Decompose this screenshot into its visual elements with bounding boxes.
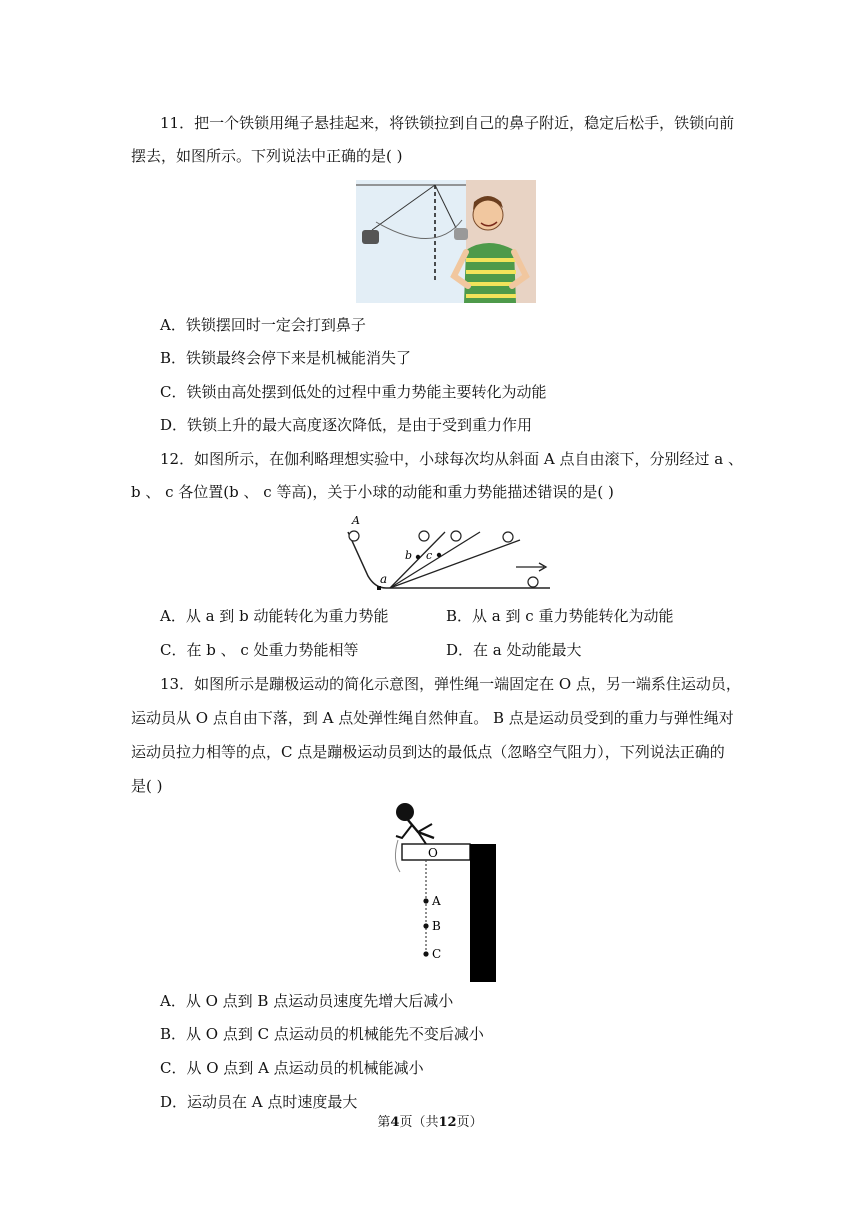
label-A: A [432,894,441,908]
q13-option-d: D．运动员在 A 点时速度最大 [160,1093,358,1111]
q13-stem-line4: 是( ) [131,777,163,795]
label-C: C [432,947,442,961]
label-c: c [426,549,433,562]
q12-option-a: A．从 a 到 b 动能转化为重力势能 [160,607,389,625]
q11-stem-line1: 11．把一个铁锁用绳子悬挂起来，将铁锁拉到自己的鼻子附近，稳定后松手，铁锁向前 [160,114,735,132]
q11-pendulum-figure [356,180,536,303]
q12-option-b: B．从 a 到 c 重力势能转化为动能 [446,607,674,625]
label-B: B [432,919,441,933]
q11-option-b: B．铁锁最终会停下来是机械能消失了 [160,349,412,367]
q13-option-a: A．从 O 点到 B 点运动员速度先增大后减小 [160,992,454,1010]
q12-stem-line1: 12．如图所示，在伽利略理想实验中，小球每次均从斜面 A 点自由滚下，分别经过 a 、 [160,450,743,468]
label-O: O [428,846,438,860]
label-A: A [352,514,360,527]
footer-page-number: 4 [390,1115,400,1130]
label-b: b [405,549,413,562]
q11-option-c: C．铁锁由高处摆到低处的过程中重力势能主要转化为动能 [160,383,547,401]
q12-option-d: D．在 a 处动能最大 [446,641,582,659]
footer-prefix: 第 [377,1115,391,1130]
footer-suffix: 页） [456,1115,483,1130]
q11-option-d: D．铁锁上升的最大高度逐次降低，是由于受到重力作用 [160,416,533,434]
label-a: a [380,572,388,586]
q11-option-a: A．铁锁摆回时一定会打到鼻子 [160,316,366,334]
footer-middle: 页（共 [399,1115,439,1130]
page-footer [0,1111,860,1130]
footer-total-pages: 12 [438,1115,457,1130]
ball-a-start [349,531,359,541]
q11-stem-line2: 摆去，如图所示。下列说法中正确的是( ) [131,147,403,165]
q13-option-b: B．从 O 点到 C 点运动员的机械能先不变后减小 [160,1025,484,1043]
q12-option-c: C．在 b 、 c 处重力势能相等 [160,641,359,659]
q13-stem-line1: 13．如图所示是蹦极运动的简化示意图，弹性绳一端固定在 O 点，另一端系住运动员， [160,675,741,693]
q13-stem-line3: 运动员拉力相等的点，C 点是蹦极运动员到达的最低点（忽略空气阻力），下列说法正确的 [131,743,725,761]
q13-option-c: C．从 O 点到 A 点运动员的机械能减小 [160,1059,424,1077]
q13-stem-line2: 运动员从 O 点自由下落，到 A 点处弹性绳自然伸直。 B 点是运动员受到的重力与弹性绳对 [131,709,734,727]
q12-stem-line2: b 、 c 各位置(b 、 c 等高)，关于小球的动能和重力势能描述错误的是( ) [131,483,614,501]
q12-galileo-figure [340,510,560,595]
q13-bungee-figure [388,800,500,985]
